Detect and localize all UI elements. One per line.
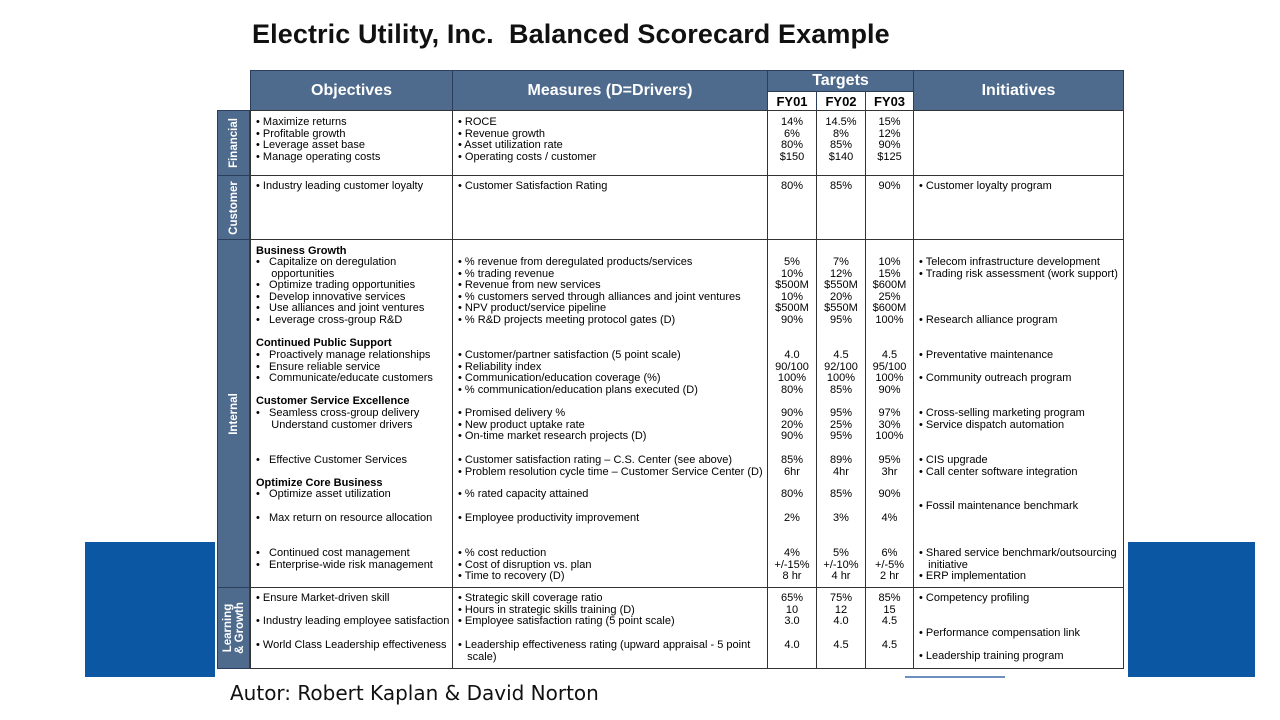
perspective-learning [217,587,250,669]
internal-init-rd: • Research alliance program [919,314,1058,326]
internal-fy01-effective: 85% 6hr [780,454,804,478]
grid-line [250,239,1124,240]
internal-service-excellence-items: • Seamless cross-group delivery Understand customer drivers [256,407,420,431]
internal-fy02-cost: 5% +/-10% 4 hr [823,547,859,583]
internal-init-growth: • Telecom infrastructure development • Trading risk assessment (work support) [919,256,1118,280]
internal-measures-effective: • Customer satisfaction rating – C.S. Center (see above) • Problem resolution cycle time – Customer Service Center (D) [458,454,763,478]
internal-service-excellence-heading: Customer Service Excellence [256,395,410,407]
customer-objectives: • Industry leading customer loyalty [256,180,424,192]
author-credit: Autor: Robert Kaplan & David Norton [230,681,599,705]
internal-fy03-excellence: 97% 30% 100% [875,407,904,443]
internal-measures-excellence: • Promised delivery % • New product uptake rate • On-time market research projects (D) [458,407,647,443]
internal-fy01-excellence: 90% 20% 90% [780,407,804,443]
financial-fy03: 15% 12% 90% $125 [877,116,902,163]
internal-fy01-capacity: 80% [780,488,804,500]
learning-objective-3: • World Class Leadership effectiveness [256,639,447,651]
learning-objective-1: • Ensure Market-driven skill [256,592,390,604]
internal-fy02-effective: 89% 4hr [829,454,853,478]
internal-core-business-items: • Optimize asset utilization [256,488,391,500]
internal-fy02-support: 4.5 92/100 100% 85% [824,349,858,396]
learning-fy03-1: 85% 15 4.5 [878,592,901,628]
customer-fy03: 90% [878,180,901,192]
internal-max-return: • Max return on resource allocation [256,512,433,524]
internal-core-business-heading: Optimize Core Business [256,477,383,489]
internal-fy03-capacity: 90% [878,488,901,500]
customer-initiatives: • Customer loyalty program [919,180,1052,192]
perspective-financial [217,110,250,176]
learning-measures-1: • Strategic skill coverage ratio • Hours in strategic skills training (D) • Employee satisfaction rating (5 point scale) [458,592,675,628]
internal-fy01-cost: 4% +/-15% 8 hr [774,547,810,583]
financial-measures: • ROCE • Revenue growth • Asset utilization rate • Operating costs / customer [458,116,597,163]
internal-fy03-growth: 10% 15% $600M 25% $600M 100% [872,256,907,326]
internal-business-growth-heading: Business Growth [256,245,347,257]
learning-fy02-2: 4.5 [833,639,849,651]
grid-line [250,110,251,669]
internal-fy03-productivity: 4% [881,512,898,524]
internal-fy02-excellence: 95% 25% 95% [829,407,853,443]
perspective-internal-label: Internal [227,392,240,435]
internal-measures-growth: • % revenue from deregulated products/services • % trading revenue • Revenue from new services • % customers served through alliances and joint ventures • NPV product/service pipeline • % R&D projects meeting protocol gates (D) [458,256,741,326]
header-measures: Measures (D=Drivers) [452,70,768,111]
customer-fy01: 80% [780,180,804,192]
internal-effective-services: • Effective Customer Services [256,454,407,466]
customer-fy02: 85% [829,180,853,192]
header-initiatives: Initiatives [913,70,1124,111]
internal-measures-productivity: • Employee productivity improvement [458,512,640,524]
learning-fy01-1: 65% 10 3.0 [780,592,804,628]
learning-init-1: • Competency profiling [919,592,1030,604]
grid-line [250,587,1124,588]
decorative-band-left [85,542,215,677]
header-fy02: FY02 [816,91,866,111]
internal-fy03-support: 4.5 95/100 100% 90% [872,349,907,396]
internal-init-outreach: • Community outreach program [919,372,1072,384]
internal-fy03-cost: 6% +/-5% 2 hr [874,547,905,583]
financial-objectives: • Maximize returns • Profitable growth • Leverage asset base • Manage operating costs [256,116,381,163]
decorative-underline [905,676,1005,678]
perspective-learning-label: Learning & Growth [221,602,246,654]
internal-public-support-items: • Proactively manage relationships • Ensure reliable service • Communicate/educate customers [256,349,433,385]
internal-init-support: • Preventative maintenance [919,349,1054,361]
financial-fy02: 14.5% 8% 85% $140 [825,116,857,163]
financial-fy01: 14% 6% 80% $150 [779,116,805,163]
perspective-internal [217,239,250,588]
perspective-financial-label: Financial [227,118,240,168]
grid-line [452,110,453,669]
learning-fy01-2: 4.0 [784,639,800,651]
grid-line [250,668,1124,669]
internal-fy02-growth: 7% 12% $550M 20% $550M 95% [824,256,858,326]
internal-fy01-productivity: 2% [784,512,800,524]
header-fy03: FY03 [865,91,914,111]
internal-fy02-productivity: 3% [833,512,849,524]
learning-objective-2: • Industry leading employee satisfaction [256,615,450,627]
header-targets: Targets [767,70,914,92]
internal-cost-risk: • Continued cost management • Enterprise-wide risk management [256,547,433,571]
internal-fy02-capacity: 85% [829,488,853,500]
internal-init-effective: • CIS upgrade • Call center software integration [919,454,1078,478]
header-objectives: Objectives [250,70,453,111]
perspective-customer-label: Customer [227,180,240,235]
internal-init-fossil: • Fossil maintenance benchmark [919,500,1079,512]
learning-init-2: • Performance compensation link [919,627,1080,639]
customer-measures: • Customer Satisfaction Rating [458,180,608,192]
learning-fy02-1: 75% 12 4.0 [829,592,853,628]
decorative-band-right [1128,542,1255,677]
internal-measures-capacity: • % rated capacity attained [458,488,589,500]
grid-line [250,110,1124,111]
internal-init-shared: • Shared service benchmark/outsourcing initiative • ERP implementation [919,547,1117,583]
internal-public-support-heading: Continued Public Support [256,337,392,349]
header-fy01: FY01 [767,91,817,111]
perspective-customer [217,175,250,240]
learning-init-3: • Leadership training program [919,650,1064,662]
internal-fy01-support: 4.0 90/100 100% 80% [775,349,809,396]
grid-line [250,175,1124,176]
internal-fy01-growth: 5% 10% $500M 10% $500M 90% [775,256,809,326]
grid-line [1123,110,1124,669]
learning-measures-2: • Leadership effectiveness rating (upward appraisal - 5 point scale) [458,639,751,663]
internal-init-excellence: • Cross-selling marketing program • Service dispatch automation [919,407,1085,431]
page-title: Electric Utility, Inc. Balanced Scorecard Example [252,19,890,49]
internal-measures-cost: • % cost reduction • Cost of disruption vs. plan • Time to recovery (D) [458,547,592,583]
learning-fy03-2: 4.5 [881,639,898,651]
internal-business-growth-items: • Capitalize on deregulation opportunities • Optimize trading opportunities • Develop innovative services • Use alliances and joint ventures • Leverage cross-group R&D [256,256,425,326]
internal-measures-support: • Customer/partner satisfaction (5 point scale) • Reliability index • Communication/education coverage (%) • % communication/education plans executed (D) [458,349,698,396]
internal-fy03-effective: 95% 3hr [878,454,901,478]
